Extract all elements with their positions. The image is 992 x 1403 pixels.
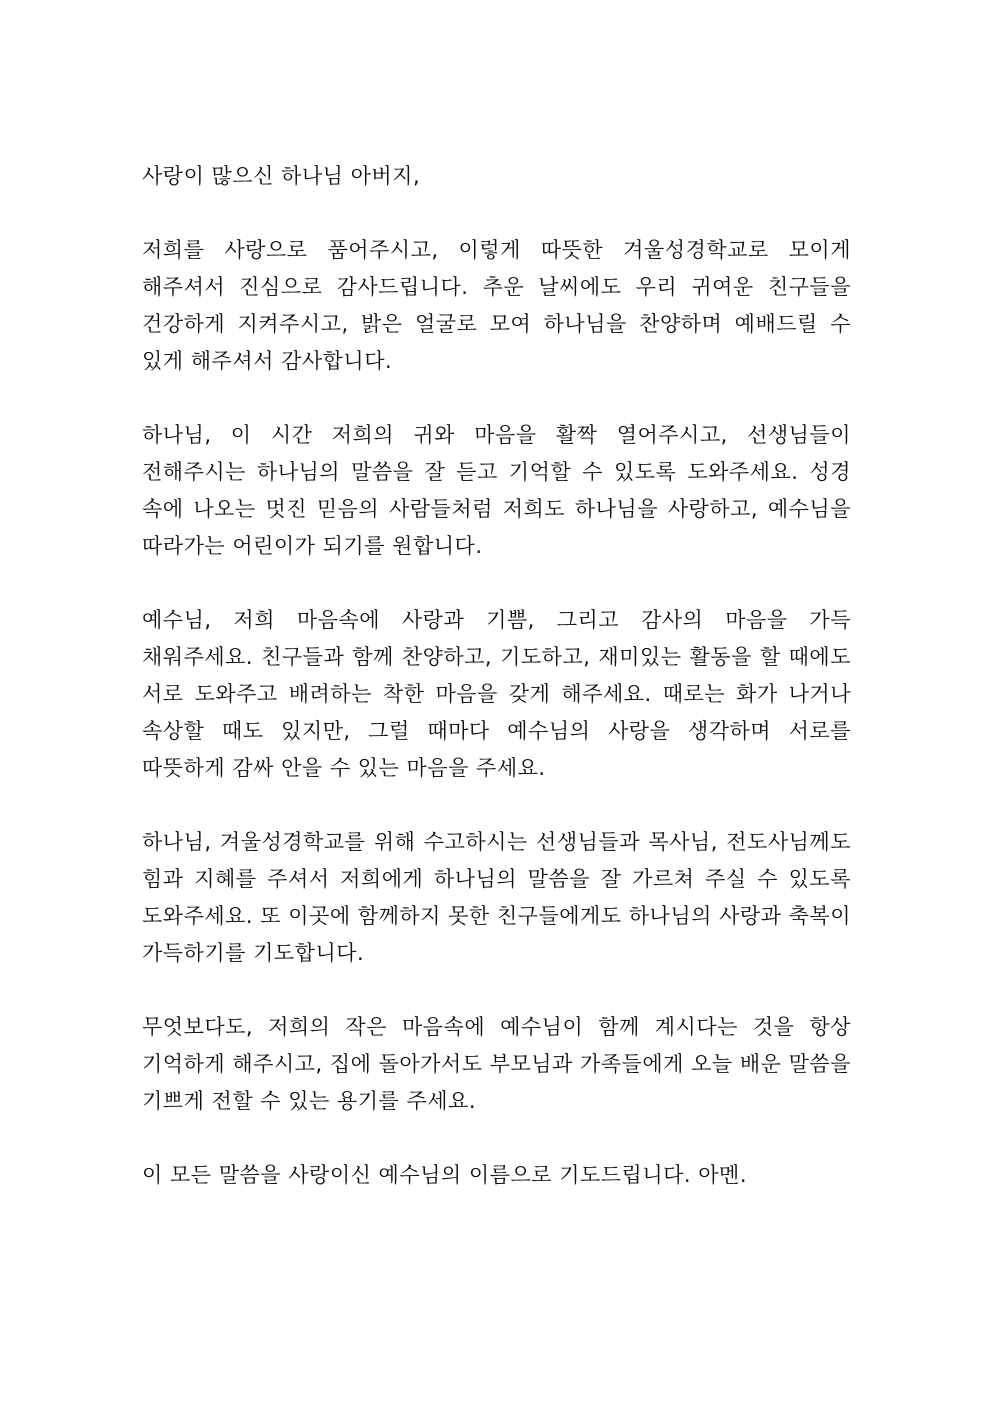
paragraph-teachers: 하나님, 겨울성경학교를 위해 수고하시는 선생님들과 목사님, 전도사님께도 힘과 지혜를 주셔서 저희에게 하나님의 말씀을 잘 가르쳐 주실 수 있도록 도와주세요. 또 이곳에 함께하지 못한 친구들에게도 하나님의 사랑과 축복이 가득하기를 기도합니다. [142, 830, 851, 965]
prayer-text [142, 158, 851, 1231]
paragraph-open-hearts: 하나님, 이 시간 저희의 귀와 마음을 활짝 열어주시고, 선생님들이 전해주시는 하나님의 말씀을 잘 듣고 기억할 수 있도록 도와주세요. 성경 속에 나오는 멋진 믿음의 사람들처럼 저희도 하나님을 사랑하고, 예수님을 따라가는 어린이가 되기를 원합니다. [142, 423, 851, 558]
closing-line: 이 모든 말씀을 사랑이신 예수님의 이름으로 기도드립니다. 아멘. [142, 1163, 748, 1187]
paragraph-thanksgiving: 저희를 사랑으로 품어주시고, 이렇게 따뜻한 겨울성경학교로 모이게 해주셔서 진심으로 감사드립니다. 추운 날씨에도 우리 귀여운 친구들을 건강하게 지켜주시고, 밝은 얼굴로 모여 하나님을 찬양하며 예배드릴 수 있게 해주셔서 감사합니다. [142, 238, 851, 373]
paragraph-remember: 무엇보다도, 저희의 작은 마음속에 예수님이 함께 계시다는 것을 항상 기억하게 해주시고, 집에 돌아가서도 부모님과 가족들에게 오늘 배운 말씀을 기쁘게 전할 수 있는 용기를 주세요. [142, 1015, 851, 1113]
salutation: 사랑이 많으신 하나님 아버지, [142, 164, 421, 188]
paragraph-love-and-joy: 예수님, 저희 마음속에 사랑과 기쁨, 그리고 감사의 마음을 가득 채워주세요. 친구들과 함께 찬양하고, 기도하고, 재미있는 활동을 할 때에도 서로 도와주고 배려하는 착한 마음을 갖게 해주세요. 때로는 화가 나거나 속상할 때도 있지만, 그럴 때마다 예수님의 사랑을 생각하며 서로를 따뜻하게 감싸 안을 수 있는 마음을 주세요. [142, 608, 851, 780]
